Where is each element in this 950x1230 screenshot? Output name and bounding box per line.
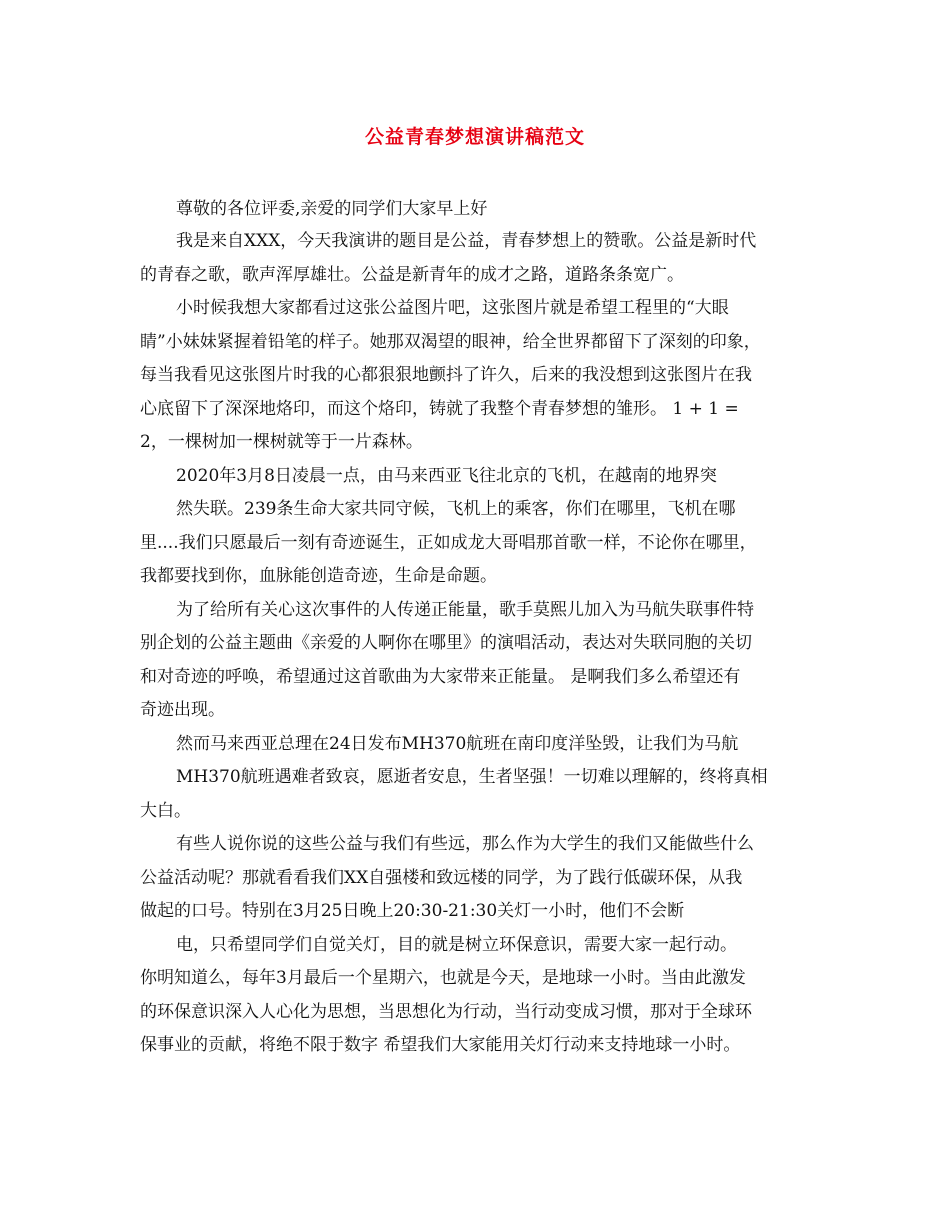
text-line: 然而马来西亚总理在24日发布MH370航班在南印度洋坠毁，让我们为马航 — [176, 734, 739, 754]
text-line: 然失联。239条生命大家共同守候，飞机上的乘客，你们在哪里，飞机在哪 — [176, 499, 736, 519]
text-line: 保事业的贡献，将绝不限于数字 希望我们大家能用关灯行动来支持地球一小时。 — [140, 1035, 741, 1055]
text-line: 我都要找到你，血脉能创造奇迹，生命是命题。 — [140, 566, 497, 586]
text-line: 有些人说你说的这些公益与我们有些远，那么作为大学生的我们又能做些什么 — [176, 834, 754, 854]
document-title: 公益青春梦想演讲稿范文 — [364, 126, 585, 148]
text-line: 心底留下了深深地烙印，而这个烙印，铸就了我整个青春梦想的雏形。 1 + 1 = — [140, 399, 739, 419]
text-line: 和对奇迹的呼唤，希望通过这首歌曲为大家带来正能量。 是啊我们多么希望还有 — [140, 667, 741, 687]
text-line: 每当我看见这张图片时我的心都狠狠地颤抖了许久，后来的我没想到这张图片在我 — [140, 365, 752, 385]
text-line: 奇迹出现。 — [140, 700, 225, 720]
text-line: 2020年3月8日凌晨一点，由马来西亚飞往北京的飞机，在越南的地界突 — [176, 466, 717, 486]
text-line: 睛”小妹妹紧握着铅笔的样子。她那双渴望的眼神，给全世界都留下了深刻的印象， — [140, 332, 761, 352]
text-line: 公益活动呢？那就看看我们XX自强楼和致远楼的同学，为了践行低碳环保，从我 — [140, 868, 743, 888]
text-line: 为了给所有关心这次事件的人传递正能量，歌手莫熙儿加入为马航失联事件特 — [176, 600, 754, 620]
text-line: MH370航班遇难者致哀，愿逝者安息，生者坚强！一切难以理解的，终将真相 — [176, 767, 768, 787]
text-line: 尊敬的各位评委,亲爱的同学们大家早上好 — [176, 199, 488, 219]
text-line: 做起的口号。特别在3月25日晚上20:30-21:30关灯一小时，他们不会断 — [140, 901, 685, 921]
text-line: 2，一棵树加一棵树就等于一片森林。 — [140, 432, 423, 452]
text-line: 别企划的公益主题曲《亲爱的人啊你在哪里》的演唱活动，表达对失联同胞的关切 — [140, 633, 752, 653]
text-line: 你明知道么，每年3月最后一个星期六，也就是今天，是地球一小时。当由此激发 — [140, 968, 746, 988]
text-line: 的青春之歌，歌声浑厚雄壮。公益是新青年的成才之路，道路条条宽广。 — [140, 265, 684, 285]
text-line: 的环保意识深入人心化为思想，当思想化为行动，当行动变成习惯，那对于全球环 — [140, 1002, 752, 1022]
text-line: 大白。 — [140, 801, 191, 821]
text-line: 我是来自XXX，今天我演讲的题目是公益，青春梦想上的赞歌。公益是新时代 — [176, 231, 757, 251]
text-line: 电，只希望同学们自觉关灯，目的就是树立环保意识，需要大家一起行动。 — [176, 935, 737, 955]
text-line: 里....我们只愿最后一刻有奇迹诞生，正如成龙大哥唱那首歌一样，不论你在哪里， — [140, 533, 757, 553]
text-line: 小时候我想大家都看过这张公益图片吧，这张图片就是希望工程里的“大眼 — [176, 298, 729, 318]
